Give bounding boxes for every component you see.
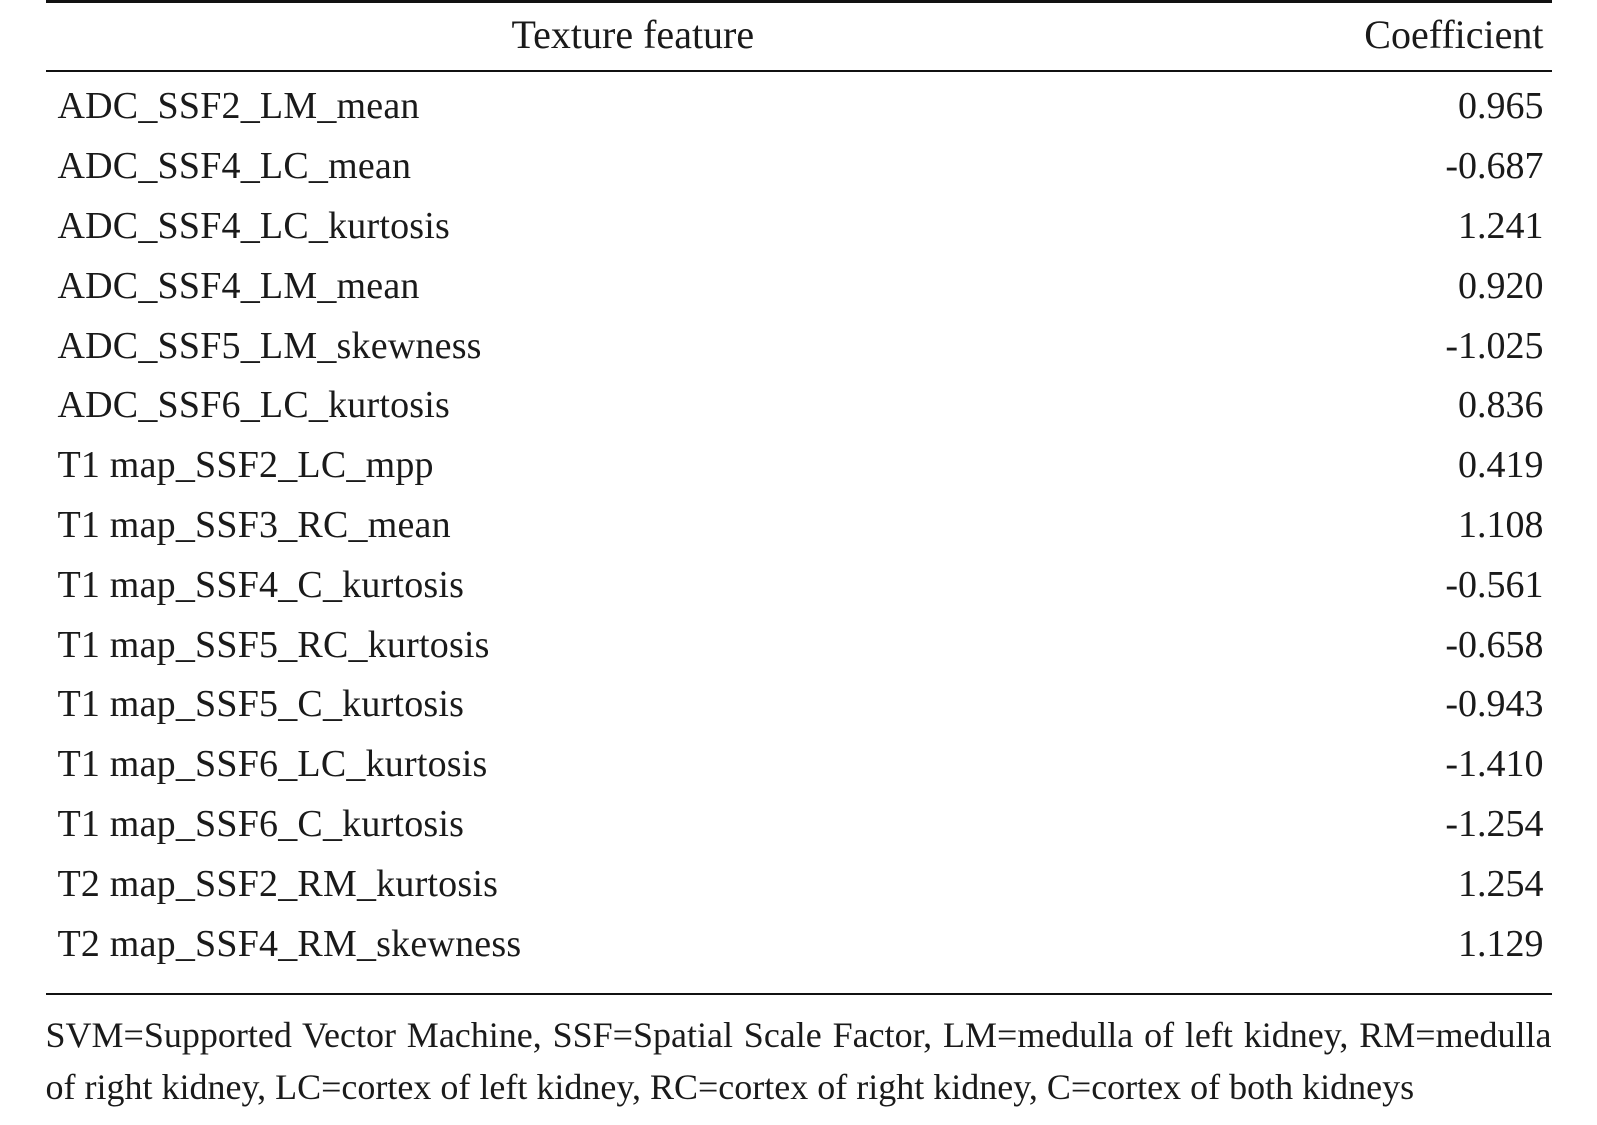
table-row [46,794,1552,854]
table-row [46,734,1552,794]
table-row [46,615,1552,675]
table-row [46,555,1552,615]
cell-coefficient: -1.025 [1445,324,1544,367]
cell-coefficient: -1.254 [1445,803,1544,846]
table-row [46,435,1552,495]
cell-feature: T1 map_SSF5_RC_kurtosis [57,623,490,666]
cell-feature: T2 map_SSF4_RM_skewness [57,922,522,965]
cell-feature: ADC_SSF6_LC_kurtosis [57,384,451,427]
cell-feature: T1 map_SSF5_C_kurtosis [57,683,465,726]
texture-feature-table [46,3,1552,979]
table-row [46,914,1552,979]
table-header [46,3,1552,71]
column-header-coefficient: Coefficient [1364,12,1544,57]
cell-coefficient: -1.410 [1445,743,1544,786]
cell-feature: T1 map_SSF6_C_kurtosis [57,803,465,846]
cell-feature: ADC_SSF5_LM_skewness [57,324,482,367]
cell-feature: T1 map_SSF2_LC_mpp [57,444,434,487]
table-footnote [46,979,1552,1113]
column-header-texture-feature: Texture feature [511,12,755,57]
table-row [46,71,1552,136]
table-row [46,674,1552,734]
table-header-row [46,3,1552,71]
cell-feature: ADC_SSF4_LM_mean [57,264,420,307]
cell-coefficient: -0.943 [1445,683,1544,726]
cell-coefficient: 1.129 [1458,922,1544,965]
table-row [46,136,1552,196]
footnote-text: SVM=Supported Vector Machine, SSF=Spatial Scale Factor, LM=medulla of left kidney, RM=medulla of right kidney, LC=cortex of left kidney, RC=cortex of right kidney, C=cortex of both kidneys [45,1014,1552,1107]
cell-coefficient: -0.561 [1445,563,1544,606]
cell-coefficient: 1.108 [1458,503,1544,546]
cell-feature: T2 map_SSF2_RM_kurtosis [57,862,499,905]
table-row [46,375,1552,435]
table-row [46,854,1552,914]
cell-coefficient: -0.658 [1445,623,1544,666]
cell-feature: ADC_SSF4_LC_mean [57,145,412,188]
cell-coefficient: 0.419 [1458,444,1544,487]
cell-coefficient: 1.241 [1458,204,1544,247]
cell-feature: T1 map_SSF4_C_kurtosis [57,563,465,606]
table-row [46,256,1552,316]
cell-coefficient: 0.965 [1458,85,1544,128]
table-row [46,316,1552,376]
cell-feature: ADC_SSF4_LC_kurtosis [57,204,451,247]
cell-coefficient: 0.836 [1458,384,1544,427]
table-row [46,495,1552,555]
cell-coefficient: 1.254 [1458,862,1544,905]
cell-feature: ADC_SSF2_LM_mean [57,85,420,128]
cell-coefficient: 0.920 [1458,264,1544,307]
table-row [46,196,1552,256]
table-bottom-rule [46,993,1552,995]
cell-feature: T1 map_SSF3_RC_mean [57,503,451,546]
cell-feature: T1 map_SSF6_LC_kurtosis [57,743,488,786]
cell-coefficient: -0.687 [1445,145,1544,188]
table-body [46,71,1552,978]
